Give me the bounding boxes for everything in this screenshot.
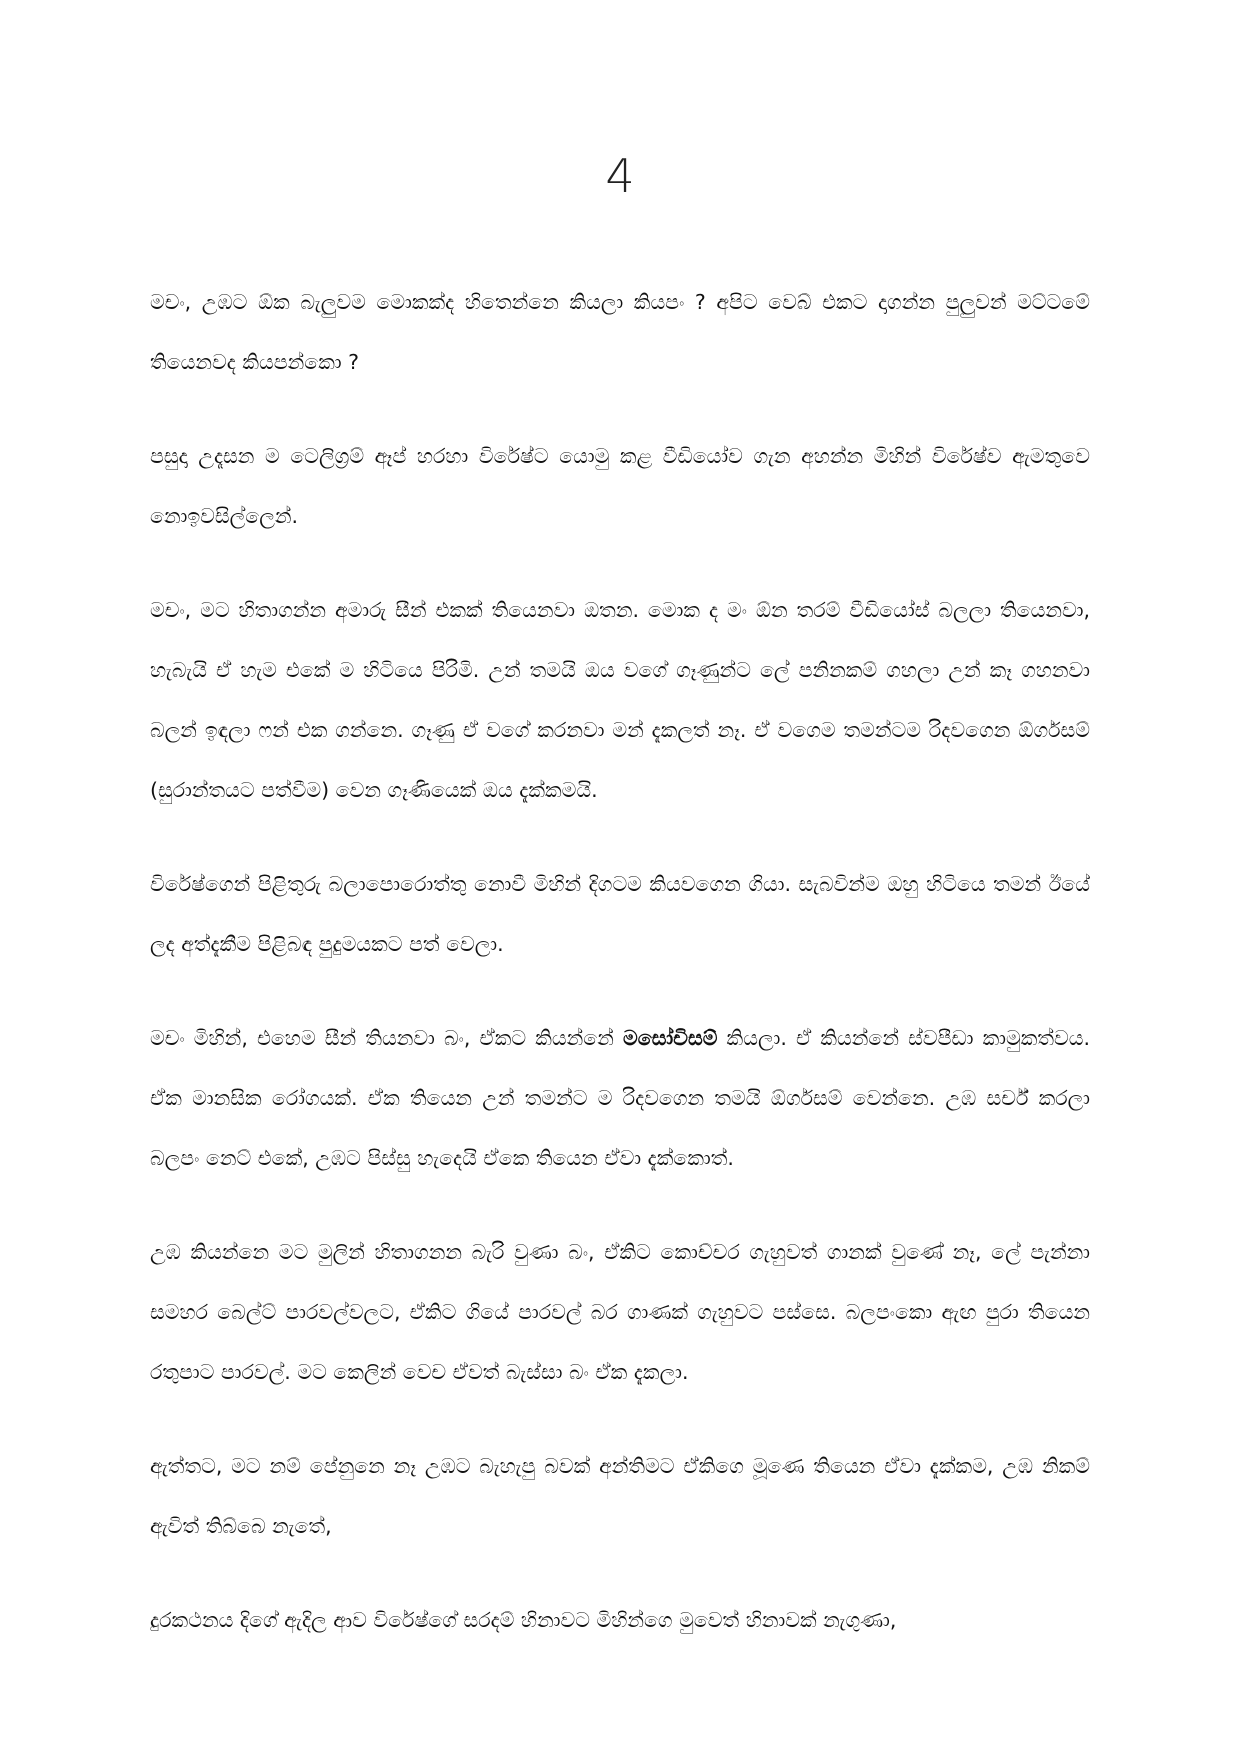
paragraph-2: පසුදා උදෑසන ම ටෙලිග්‍රම් ඈප් හරහා විරේෂ්ට යොමු කළ වීඩියෝව ගැන අහන්න මිහින් විරේෂ්ව ඇමතුවෙ නොඉවසිල්ලෙන්.	[150, 444, 1090, 528]
paragraph-6: උඹ කියන්නෙ මට මුලින් හිතාගනන බැරි වුණා බං, ඒකිට කොච්චර ගැහුවත් ගානක් වුණේ නෑ, ලේ පැන්නා සමහර බෙල්ට් පාරවල්වලට, ඒකිට ගියේ පාරවල් බර ගාණක් ගැහුවට පස්සෙ. බලපංකො ඇඟ පුරා තියෙන රතුපාට පාරවල්. මට කෙලින් වෙච ඒවත් බැස්සා බං ඒක දැකලා.	[150, 1240, 1090, 1384]
paragraph-4: විරේෂ්ගෙන් පිළිතුරු බලාපොරොත්තු නොවී මිහින් දිගටම කියවගෙන ගියා. සැබවින්ම ඔහු හිටියෙ තමන් ඊයේ ලද අත්දැකීම පිළිබඳ පුදුමයකට පත් වෙලා.	[150, 872, 1090, 956]
paragraph-8: දුරකථනය දිගේ ඇදිල ආව විරේෂ්ගේ සරදම් හිනාවට මිහින්ගෙ මුවෙත් හිනාවක් නැගුණා,	[150, 1608, 897, 1632]
paragraph-7: ඇත්තට, මට නම් පේනුනෙ නෑ උඹට බැහැපු බවක් අන්තිමට ඒකිගෙ මූණෙ තියෙන ඒවා දැක්කම, උඹ නිකම් ඇවිත් තිබ්බෙ නැතේ,	[150, 1454, 1090, 1538]
paragraph-5	[150, 1008, 1090, 1188]
highlighted-term: මසෝචිසම්	[623, 1026, 718, 1050]
paragraph-5-end: කියලා. ඒ කියන්නේ ස්වපීඩා කාමුකත්වය. ඒක මානසික රෝගයක්. ඒක තියෙන උන් තමන්ට ම රිදවගෙන තමයි ඕර්ගසම් වෙන්නෙ. උඹ සර්ච් කරලා බලපං නෙට් එකේ, උඹට පිස්සු හැදෙයි ඒකෙ තියෙන ඒවා දැක්කොත්.	[150, 1026, 1090, 1170]
paragraph-3: මචං, මට හිතාගන්න අමාරු සීන් එකක් තියෙනවා ඔතන. මොක ද මං ඕන තරම් වීඩියෝස් බලලා තියෙනවා, හැබැයි ඒ හැම එකේ ම හිටියෙ පිරිමි. උන් තමයි ඔය වගේ ගෑණුන්ට ලේ පනිනකම් ගහලා උන් කෑ ගහනවා බලන් ඉඳලා ෆන් එක ගන්නෙ. ගෑණු ඒ වගේ කරනවා මන් දැකලත් නෑ. ඒ වගෙම තමන්ටම රිදවගෙන ඕර්ගසම් (සුරාන්තයට පත්වීම) වෙන ගෑණියෙක් ඔය දැක්කමයි.	[150, 598, 1090, 802]
paragraph-1: මචං, උඹට ඕක බැලුවම මොකක්ද හිතෙන්නෙ කියලා කියපං ? අපිට වෙබ් එකට දාගන්න පුලුවන් මට්ටමේ තියෙනවද කියපන්කො ?	[150, 290, 1090, 374]
body-text	[150, 272, 1090, 1684]
paragraph-5-start: මචං මිහින්, එහෙම සීන් තියනවා බං, ඒකට කියන්නේ	[150, 1026, 624, 1050]
chapter-number: 4	[605, 149, 635, 203]
